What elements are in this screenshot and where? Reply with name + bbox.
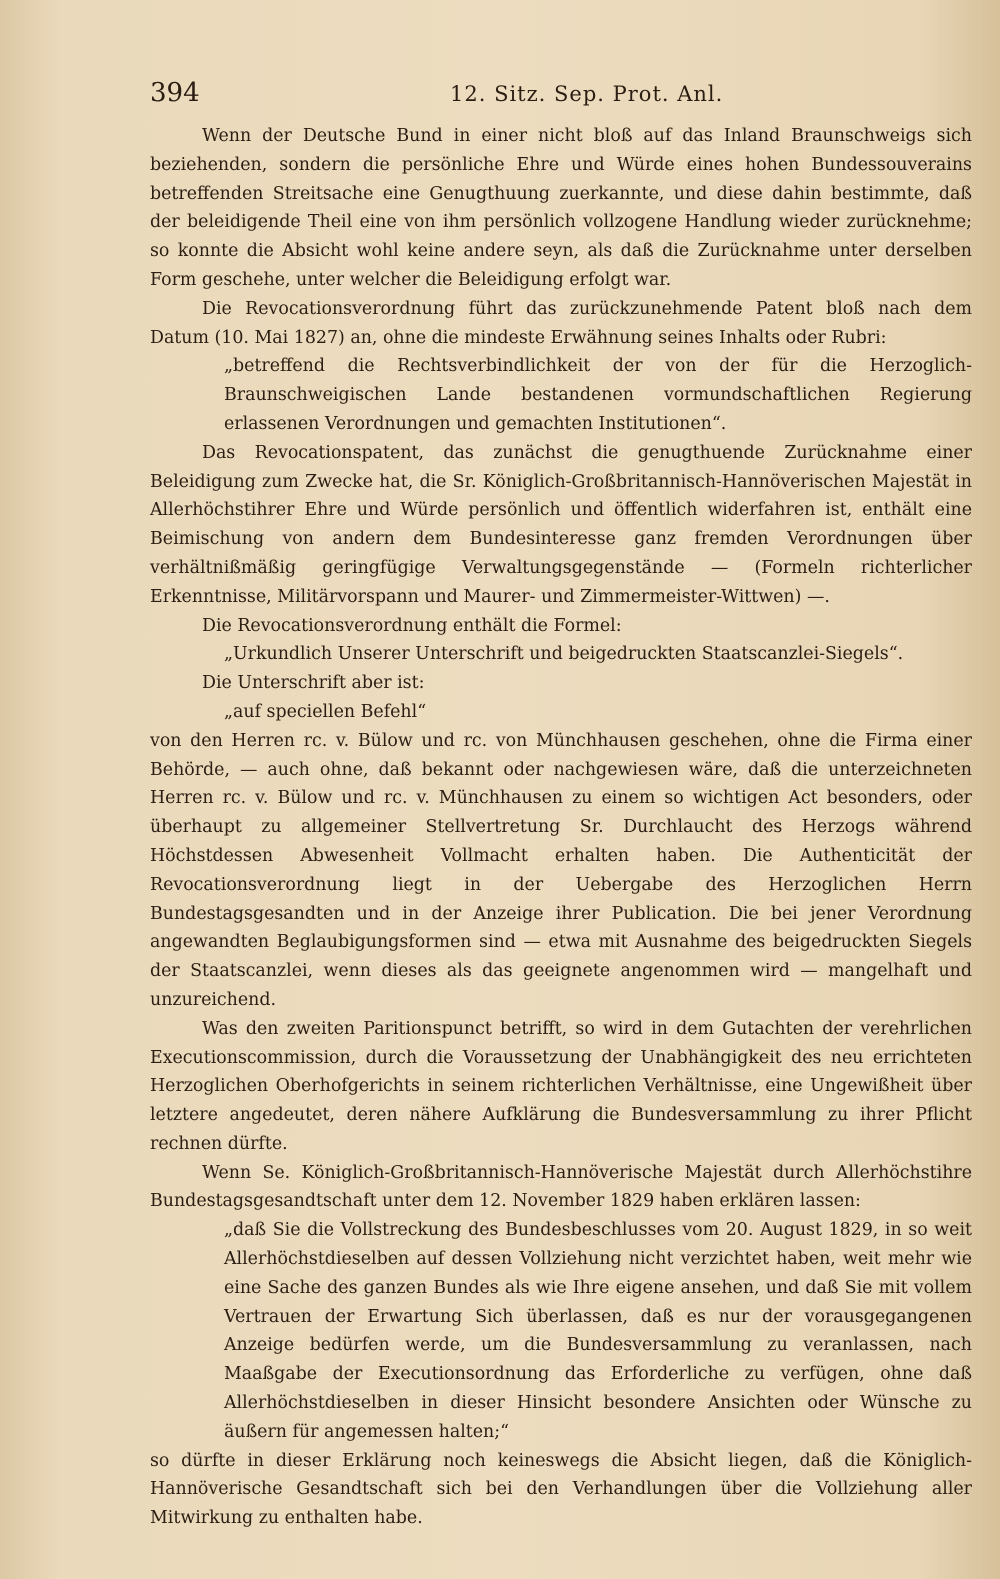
paragraph: Was den zweiten Paritionspunct betrifft, so wird in dem Gutachten der verehrlichen Executionscommission, durch die Voraussetzung der Unabhängigkeit des neu errichteten Herzoglichen Oberhofgerichts in seinem richterlichen Verhältnisse, eine Ungewißheit über letztere angedeutet, deren nähere Aufklärung die Bundesversammlung zu ihrer Pflicht rechnen dürfte. [150, 1018, 972, 1154]
quote: „daß Sie die Vollstreckung des Bundesbeschlusses vom 20. August 1829, in so weit Allerhöchstdieselben auf dessen Vollziehung nicht verzichtet haben, weit mehr wie eine Sache des ganzen Bundes als wie Ihre eigene ansehen, und daß Sie mit vollem Vertrauen der Erwartung Sich überlassen, daß es nur der vorausgegangenen Anzeige bedürfen werde, um die Bundesversammlung zu veranlassen, nach Maaßgabe der Executionsordnung das Erforderliche zu verfügen, ohne daß Allerhöchstdieselben in dieser Hinsicht besondere Ansichten oder Wünsche zu äußern für angemessen halten;“ [224, 1220, 972, 1442]
paragraph: Das Revocationspatent, das zunächst die genugthuende Zurücknahme einer Beleidigung zum Zwecke hat, die Sr. Königlich-Großbritannisch-Hannöverischen Majestät in Allerhöchstihrer Ehre und Würde persönlich und öffentlich widerfahren ist, enthält eine Beimischung von andern dem Bundesinteresse ganz fremden Verordnungen über verhältnißmäßig geringfügige Verwaltungsgegenstände — (Formeln richterlicher Erkenntnisse, Militärvorspann und Maurer- und Zimmermeister-Wittwen) —. [150, 442, 972, 607]
body-text [150, 122, 972, 1533]
running-head: 12. Sitz. Sep. Prot. Anl. [450, 82, 724, 106]
paragraph: Wenn Se. Königlich-Großbritannisch-Hannöverische Majestät durch Allerhöchstihre Bundestagsgesandtschaft unter dem 12. November 1829 haben erklären lassen: [150, 1162, 972, 1212]
page-number: 394 [150, 78, 200, 108]
paragraph: von den Herren rc. v. Bülow und rc. von Münchhausen geschehen, ohne die Firma einer Behörde, — auch ohne, daß bekannt oder nachgewiesen wäre, daß die unterzeichneten Herren rc. v. Bülow und rc. v. Münchhausen zu einem so wichtigen Act besonders, oder überhaupt zu allgemeiner Stellvertretung Sr. Durchlaucht des Herzogs während Höchstdessen Abwesenheit Vollmacht erhalten haben. Die Authenticität der Revocationsverordnung liegt in der Uebergabe des Herzoglichen Herrn Bundestagsgesandten und in der Anzeige ihrer Publication. Die bei jener Verordnung angewandten Beglaubigungsformen sind — etwa mit Ausnahme des beigedruckten Siegels der Staatscanzlei, wenn dieses als das geeignete angenommen wird — mangelhaft und unzureichend. [150, 730, 972, 1010]
quote: „betreffend die Rechtsverbindlichkeit der von der für die Herzoglich-Braunschweigischen Lande bestandenen vormundschaftlichen Regierung erlassenen Verordnungen und gemachten Institutionen“. [224, 356, 972, 434]
paragraph: Die Revocationsverordnung enthält die Formel: [202, 615, 622, 636]
paragraph: so dürfte in dieser Erklärung noch keineswegs die Absicht liegen, daß die Königlich-Hannöverische Gesandtschaft sich bei den Verhandlungen über die Vollziehung aller Mitwirkung zu enthalten habe. [150, 1450, 972, 1529]
paragraph: Wenn der Deutsche Bund in einer nicht bloß auf das Inland Braunschweigs sich beziehenden, sondern die persönliche Ehre und Würde eines hohen Bundessouverains betreffenden Streitsache eine Genugthuung zuerkannte, und diese dahin bestimmte, daß der beleidigende Theil eine von ihm persönlich vollzogene Handlung wieder zurücknehme; so konnte die Absicht wohl keine andere seyn, als daß die Zurücknahme unter derselben Form geschehe, unter welcher die Beleidigung erfolgt war. [150, 126, 972, 290]
quote: „Urkundlich Unserer Unterschrift und beigedruckten Staatscanzlei-Siegels“. [224, 644, 904, 665]
paragraph: Die Revocationsverordnung führt das zurückzunehmende Patent bloß nach dem Datum (10. Mai 1827) an, ohne die mindeste Erwähnung seines Inhalts oder Rubri: [150, 298, 972, 348]
paragraph: Die Unterschrift aber ist: [202, 673, 425, 694]
quote: „auf speciellen Befehl“ [224, 701, 427, 722]
page-header [150, 78, 960, 118]
